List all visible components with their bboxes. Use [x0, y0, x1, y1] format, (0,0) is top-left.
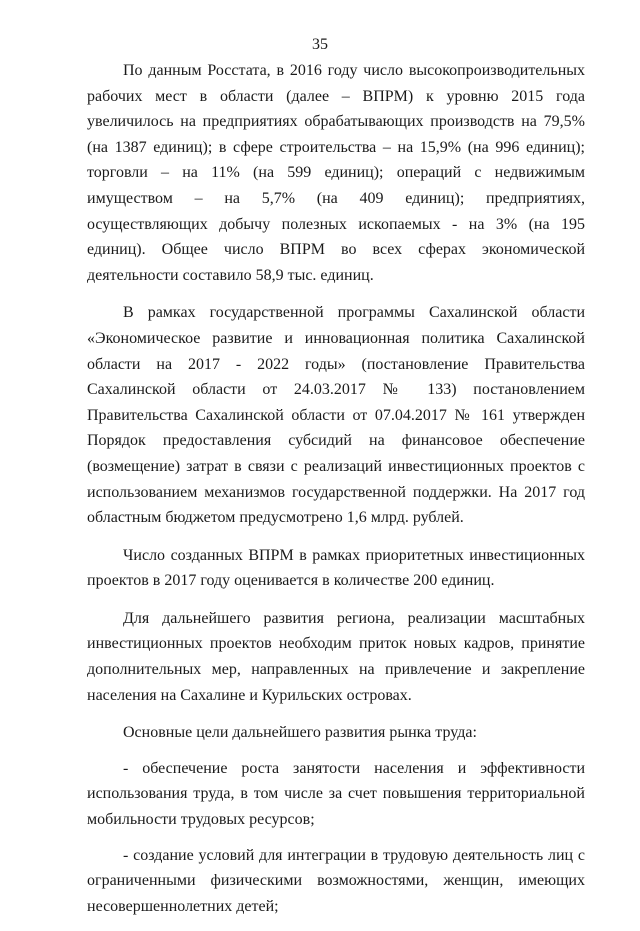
paragraph-state-program: В рамках государственной программы Сахалинской области «Экономическое развитие и инновационная политика Сахалинской области на 2017 - 2022 годы» (постановление Правительства Сахалинской области от 24.03.2017 № 133) постановлением Правительства Сахалинской области от 07.04.2017 № 161 утвержден Порядок предоставления субсидий на финансовое обеспечение (возмещение) затрат в связи с реализаций инвестиционных проектов с использованием механизмов государственной поддержки. На 2017 год областным бюджетом предусмотрено 1,6 млрд. рублей.	[87, 304, 585, 527]
paragraph-goals-heading: Основные цели дальнейшего развития рынка труда:	[123, 724, 477, 742]
paragraph-high-productivity-jobs: По данным Росстата, в 2016 году число высокопроизводительных рабочих мест в области (далее – ВПРМ) к уровню 2015 года увеличилось на предприятиях обрабатывающих производств на 79,5% (на 1387 единиц); в сфере строительства – на 15,9% (на 996 единиц); торговли – на 11% (на 599 единиц); операций с недвижимым имуществом – на 5,7% (на 409 единиц); предприятиях, осуществляющих добычу полезных ископаемых - на 3% (на 195 единиц). Общее число ВПРМ во всех сферах экономической деятельности составило 58,9 тыс. единиц.	[87, 62, 585, 284]
list-item-employment-growth: - обеспечение роста занятости населения и эффективности использования труда, в том числе за счет повышения территориальной мобильности трудовых ресурсов;	[87, 759, 585, 829]
document-body	[87, 58, 585, 931]
list-item-integration-conditions: - создание условий для интеграции в трудовую деятельность лиц с ограниченными физическими возможностями, женщин, имеющих несовершеннолетних детей;	[87, 846, 585, 915]
paragraph-regional-development: Для дальнейшего развития региона, реализации масштабных инвестиционных проектов необходим приток новых кадров, принятие дополнительных мер, направленных на привлечение и закрепление населения на Сахалине и Курильских островах.	[87, 609, 585, 704]
page-number: 35	[312, 36, 328, 53]
paragraph-created-jobs: Число созданных ВПРМ в рамках приоритетных инвестиционных проектов в 2017 году оценивается в количестве 200 единиц.	[87, 546, 585, 590]
